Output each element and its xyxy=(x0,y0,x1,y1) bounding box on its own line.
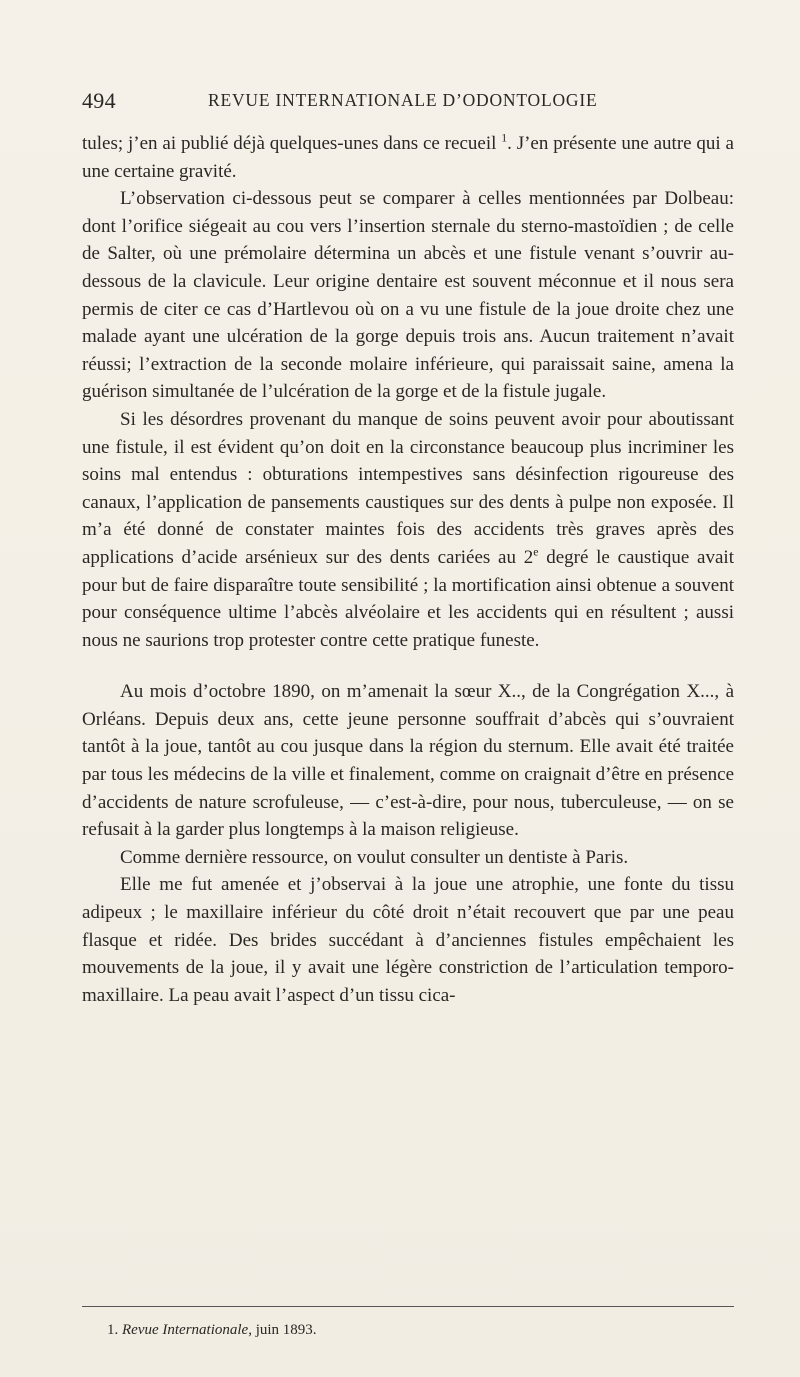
page-header xyxy=(82,88,734,116)
paragraph-1-text-end: . J’en présente une autre qui a une certaine gravité. xyxy=(82,133,734,182)
body-text xyxy=(82,130,734,1009)
paragraph-1 xyxy=(82,130,734,185)
running-title: REVUE INTERNATIONALE D’ODONTOLOGIE xyxy=(208,90,598,110)
footnote-number: 1. xyxy=(107,1322,119,1338)
footnote-reference: 1 xyxy=(501,131,508,145)
footnote-rest: , juin 1893. xyxy=(248,1322,317,1338)
paragraph-3-text-end: degré le caustique avait pour but de faire disparaître toute sensibilité ; la mortification ainsi obtenue a souvent pour conséquence ultime l’abcès alvéolaire et les accidents qui en résultent ; aussi nous ne saurions trop protester contre cette pratique funeste. xyxy=(82,546,734,651)
page-number: 494 xyxy=(82,88,116,113)
paragraph-5: Comme dernière ressource, on voulut consulter un dentiste à Paris. xyxy=(120,846,629,868)
paragraph-1-text-start: tules; j’en ai publié déjà quelques-unes dans ce recueil xyxy=(82,133,502,154)
paragraph-6: Elle me fut amenée et j’observai à la joue une atrophie, une fonte du tissu adipeux ; le maxillaire inférieur du côté droit n’était recouvert que par une peau flasque et ridée. Des brides succédant à d’anciennes fistules empêchaient les mouvements de la joue, il y avait une légère constriction de l’articulation temporo-maxillaire. La peau avait l’aspect d’un tissu cica- xyxy=(82,874,734,1006)
paragraph-3 xyxy=(82,406,734,654)
paragraph-4: Au mois d’octobre 1890, on m’amenait la sœur X.., de la Congrégation X..., à Orléans. Depuis deux ans, cette jeune personne souffrait d’abcès qui s’ouvraient tantôt à la joue, tantôt au cou jusque dans la région du sternum. Elle avait été traitée par tous les médecins de la ville et finalement, comme on craignait d’être en présence d’accidents de nature scrofuleuse, — c’est-à-dire, pour nous, tuberculeuse, — on se refusait à la garder plus longtemps à la maison religieuse. xyxy=(82,681,734,841)
footnote-divider xyxy=(82,1306,734,1307)
degree-superscript: e xyxy=(533,545,539,559)
footnote-title: Revue Internationale xyxy=(122,1322,249,1338)
footnote xyxy=(107,1320,317,1340)
paragraph-2: L’observation ci-dessous peut se comparer à celles mentionnées par Dolbeau: dont l’orifice siégeait au cou vers l’insertion sternale du sterno-mastoïdien ; de celle de Salter, où une prémolaire détermina un abcès et une fistule venant s’ouvrir au-dessous de la clavicule. Leur origine dentaire est souvent méconnue et il nous sera permis de citer ce cas d’Hartlevou où on a vu une fistule de la joue droite chez une malade ayant une ulcération de la gorge depuis trois ans. Aucun traitement n’avait réussi; l’extraction de la seconde molaire inférieure, qui paraissait saine, amena la guérison simultanée de l’ulcération de la gorge et de la fistule jugale. xyxy=(82,188,734,403)
paragraph-3-text-start: Si les désordres provenant du manque de soins peuvent avoir pour aboutissant une fistule, il est évident qu’on doit en la circonstance beaucoup plus incriminer les soins mal entendus : obturations intempestives sans désinfection rigoureuse des canaux, l’application de pansements caustiques sur des dents à pulpe non exposée. Il m’a été donné de constater maintes fois des accidents très graves après des applications d’acide arsénieux sur des dents cariées au 2 xyxy=(82,408,734,568)
